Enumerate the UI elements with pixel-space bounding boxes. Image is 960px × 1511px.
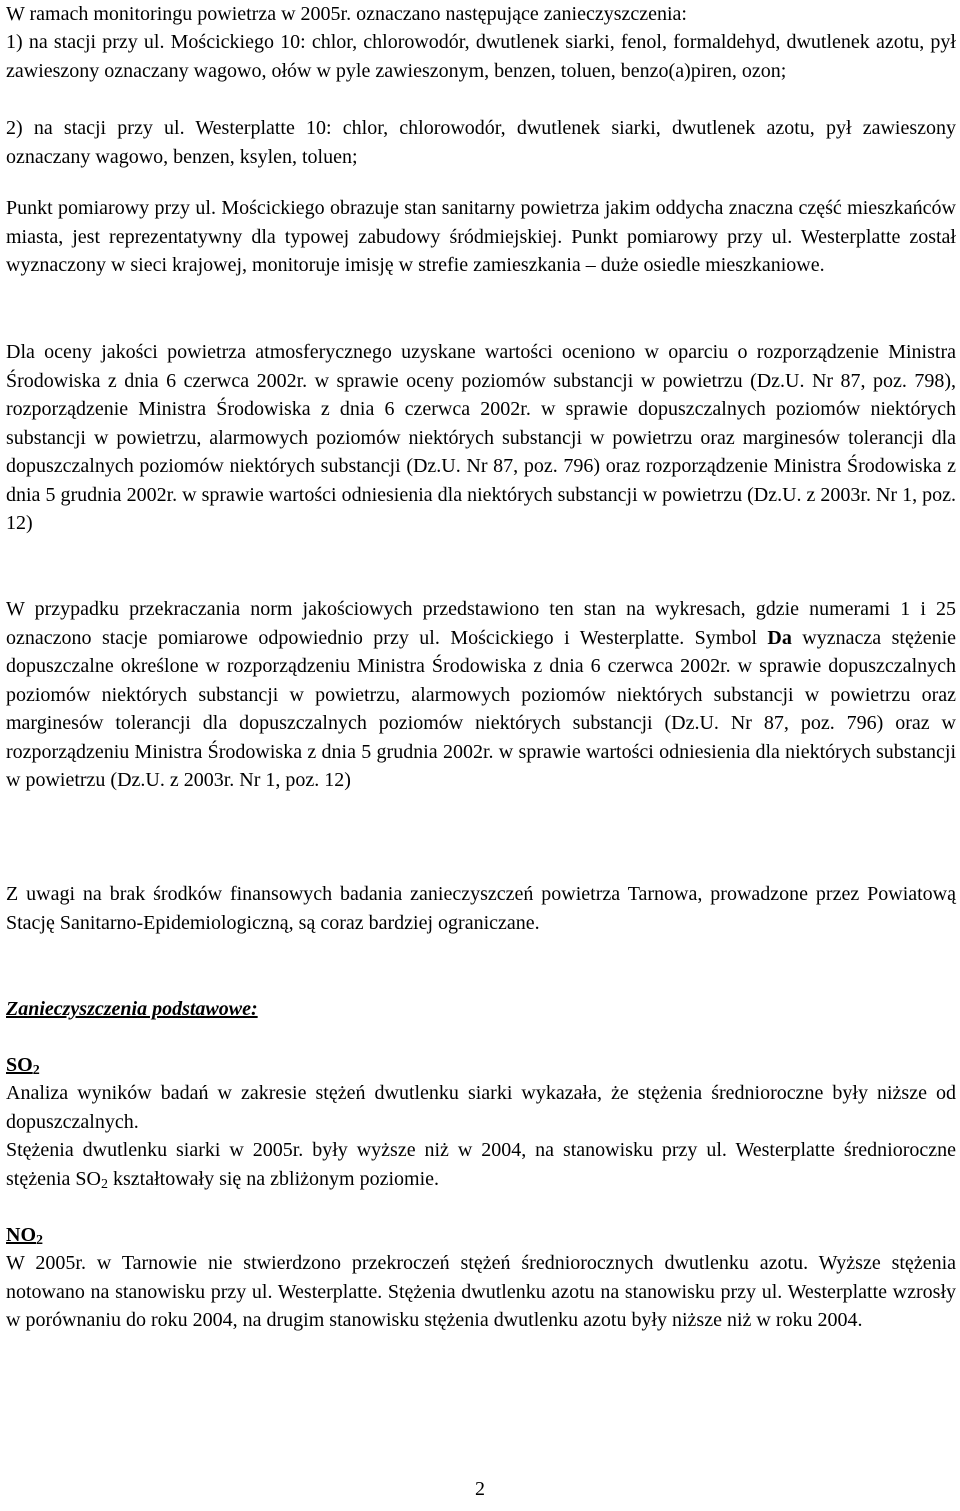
page-number: 2	[475, 1478, 485, 1500]
exceedance-text-a: W przypadku przekraczania norm jakościowych przedstawiono ten stan na wykresach, gdzie numerami 1 i 25 oznaczono stacje pomiarowe odpowiednio przy ul. Mościckiego i Westerplatte. Symbol	[6, 598, 956, 649]
so2-p2-text-b: kształtowały się na zbliżonym poziomie.	[107, 1167, 440, 1190]
so2-paragraph-1: Analiza wyników badań w zakresie stężeń dwutlenku siarki wykazała, że stężenia średnioroczne były niższe od dopuszczalnych.	[6, 1082, 956, 1133]
assessment-paragraph: Dla oceny jakości powietrza atmosferycznego uzyskane wartości oceniono w oparciu o rozporządzenie Ministra Środowiska z dnia 6 czerwca 2002r. w sprawie oceny poziomów substancji w powietrzu (Dz.U. Nr 87, poz. 798), rozporządzenie Ministra Środowiska z dnia 6 czerwca 2002r. w sprawie dopuszczalnych poziomów niektórych substancji w powietrzu, alarmowych poziomów niektórych substancji w powietrzu oraz marginesów tolerancji dla dopuszczalnych poziomów niektórych substancji (Dz.U. Nr 87, poz. 796) oraz rozporządzenie Ministra Środowiska z dnia 5 grudnia 2002r. w sprawie wartości odniesienia dla niektórych substancji w powietrzu (Dz.U. z 2003r. Nr 1, poz. 12)	[6, 341, 956, 534]
exceedance-paragraph	[6, 595, 956, 795]
no2-heading-sub: 2	[36, 1233, 43, 1248]
da-symbol: Da	[767, 626, 792, 649]
no2-heading-text: NO	[6, 1224, 36, 1246]
so2-heading-sub: 2	[32, 1063, 40, 1078]
so2-p2-sub: 2	[100, 1176, 108, 1192]
exceedance-text-b: wyznacza stężenie dopuszczalne określone w rozporządzeniu Ministra Środowiska z dnia 6 czerwca 2002r. w sprawie dopuszczalnych poziomów niektórych substancji w powietrzu, alarmowych poziomów niektórych substancji w powietrzu oraz marginesów tolerancji dla dopuszczalnych poziomów niektórych substancji (Dz.U. Nr 87, poz. 796) oraz w rozporządzeniu Ministra Środowiska z dnia 5 grudnia 2002r. w sprawie wartości odniesienia dla niektórych substancji w powietrzu (Dz.U. z 2003r. Nr 1, poz. 12)	[6, 626, 957, 791]
section-heading: Zanieczyszczenia podstawowe:	[6, 998, 258, 1020]
no2-paragraph: W 2005r. w Tarnowie nie stwierdzono przekroczeń stężeń średniorocznych dwutlenku azotu. Wyższe stężenia notowano na stanowisku przy ul. Westerplatte. Stężenia dwutlenku azotu na stanowisku przy ul. Westerplatte wzrosły w porównaniu do roku 2004, na drugim stanowisku stężenia dwutlenku azotu były niższe niż w roku 2004.	[6, 1252, 956, 1331]
measurement-points-paragraph: Punkt pomiarowy przy ul. Mościckiego obrazuje stan sanitarny powietrza jakim oddycha znaczna część mieszkańców miasta, jest reprezentatywny dla typowej zabudowy śródmiejskiej. Punkt pomiarowy przy ul. Westerplatte został wyznaczony w sieci krajowej, monitoruje imisję w strefie zamieszkania – duże osiedle mieszkaniowe.	[6, 197, 956, 276]
so2-heading-text: SO	[6, 1054, 33, 1076]
intro-line: W ramach monitoringu powietrza w 2005r. oznaczano następujące zanieczyszczenia:	[6, 3, 687, 25]
station-2-item: 2) na stacji przy ul. Westerplatte 10: chlor, chlorowodór, dwutlenek siarki, dwutlenek azotu, pył zawieszony oznaczany wagowo, benzen, ksylen, toluen;	[6, 117, 956, 168]
funding-paragraph: Z uwagi na brak środków finansowych badania zanieczyszczeń powietrza Tarnowa, prowadzone przez Powiatową Stację Sanitarno-Epidemiologiczną, są coraz bardziej ograniczane.	[6, 883, 956, 934]
so2-paragraph-2	[6, 1136, 956, 1199]
station-1-item: 1) na stacji przy ul. Mościckiego 10: chlor, chlorowodór, dwutlenek siarki, fenol, formaldehyd, dwutlenek azotu, pył zawieszony oznaczany wagowo, ołów w pyle zawieszonym, benzen, toluen, benzo(a)piren, ozon;	[6, 31, 956, 82]
so2-p2-text-a: Stężenia dwutlenku siarki w 2005r. były wyższe niż w 2004, na stanowisku przy ul. Westerplatte średnioroczne stężenia SO	[6, 1139, 956, 1190]
